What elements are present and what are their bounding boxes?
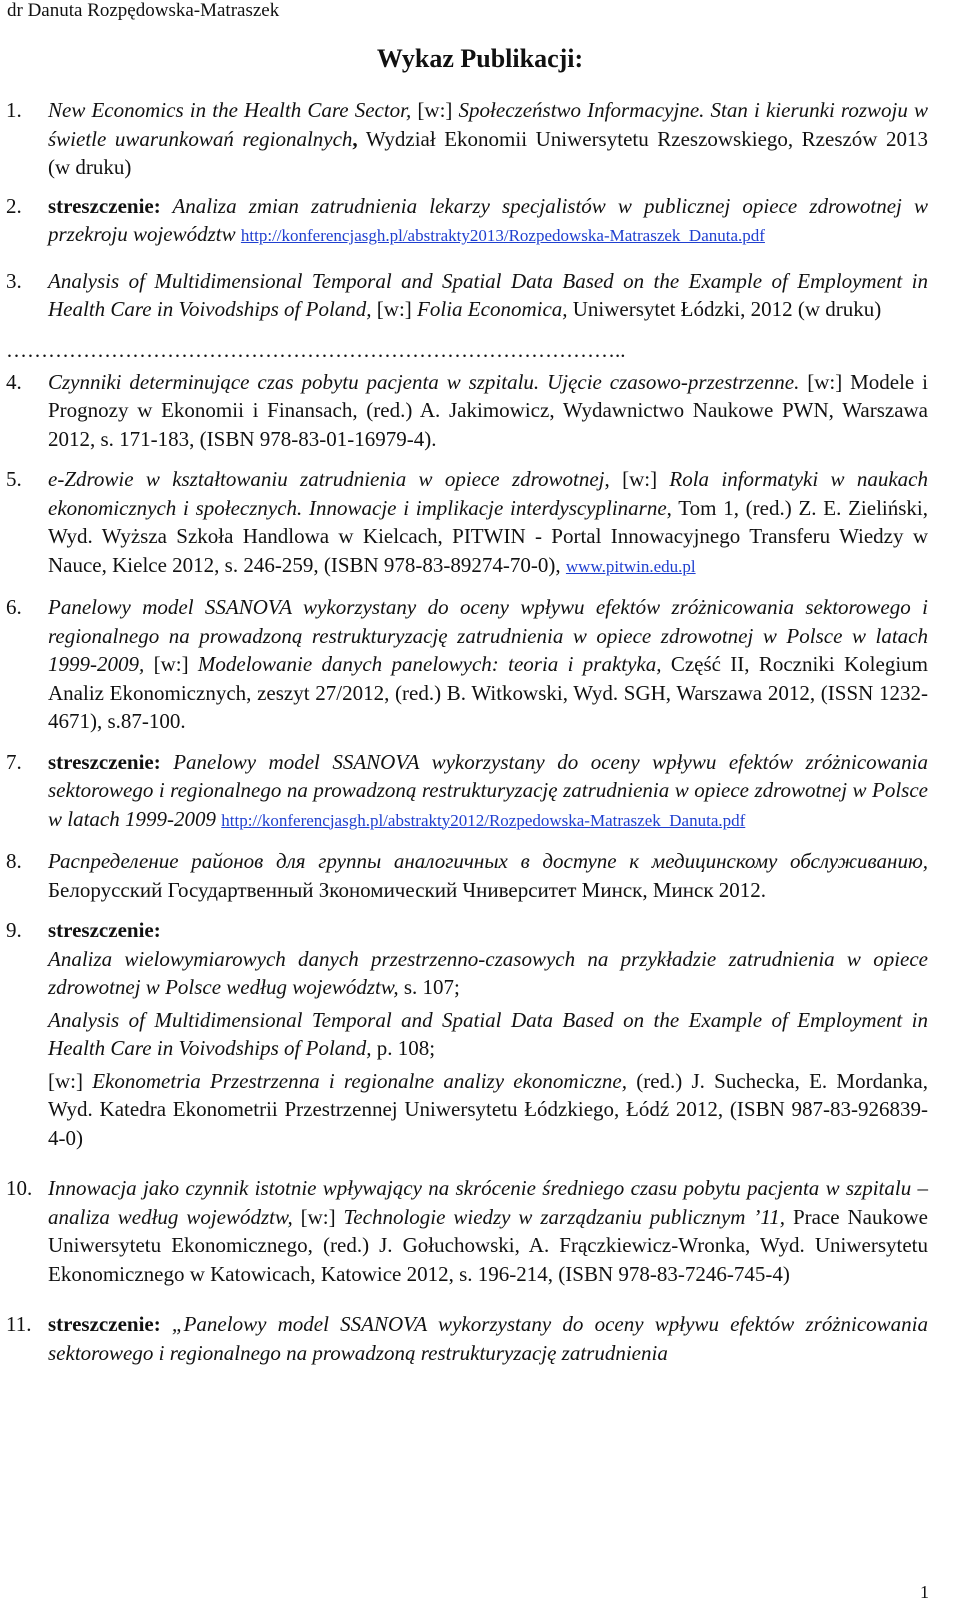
separator-dots: …………………………………………………………………………….. [6,337,626,362]
publication-item-10: 10. Innowacja jako czynnik istotnie wpływający na skrócenie średniego czasu pobytu pacjenta w szpitalu – analiza według województw, [w:] Technologie wiedzy w zarządzaniu publicznym ’11, Prace Naukowe Uniwersytetu Ekonomicznego, (red.) J. Gołuchowski, A. Frączkiewicz-Wronka, Wyd. Uniwersytetu Ekonomicznego w Katowicach, Katowice 2012, s. 196-214, (ISBN 978-83-7246-745-4) [6,1176,928,1286]
item-number: 9. [6,918,22,942]
page-title: Wykaz Publikacji: [376,44,584,73]
item-number: 4. [6,369,22,394]
publication-item-1: 1. New Economics in the Health Care Sector, [w:] Społeczeństwo Informacyjne. Stan i kierunki rozwoju w świetle uwarunkowań regionalnych, Wydział Ekonomii Uniwersytetu Rzeszowskiego, Rzeszów 2013 (w druku) [6,98,929,179]
publication-item-2: 2. streszczenie: Analiza zmian zatrudnienia lekarzy specjalistów w publicznej opiece zdrowotnej w przekroju województw http://konferencjasgh.pl/abstrakty2013/Rozpedowska-Matraszek_Danuta.pdf [6,193,928,246]
publication-item-8: 8. Распределение районов для группы аналогичных в доступе к медицинскому обслуживанию, Белорусский Государтвенный Зкономический Чниверситет Минск, Минск 2012. [6,849,928,902]
item-number: 5. [6,467,22,491]
item-number: 11. [6,1312,32,1336]
abstract-link[interactable]: http://konferencjasgh.pl/abstrakty2012/Rozpedowska-Matraszek_Danuta.pdf [221,810,746,830]
publisher-link[interactable]: www.pitwin.edu.pl [565,556,696,576]
abstract-link[interactable]: http://konferencjasgh.pl/abstrakty2013/Rozpedowska-Matraszek_Danuta.pdf [240,226,765,245]
publication-item-5: 5. e-Zdrowie w kształtowaniu zatrudnienia w opiece zdrowotnej, [w:] Rola informatyki w naukach ekonomicznych i społecznych. Innowacje i implikacje interdyscyplinarne, Tom 1, (red.) Z. E. Zieliński, Wyd. Wyższa Szkoła Handlowa w Kielcach, PITWIN - Portal Innowacyjnego Transferu Wiedzy w Nauce, Kielce 2012, s. 246-259, (ISBN 978-83-89274-70-0), www.pitwin.edu.pl [6,467,928,577]
item-number: 10. [6,1176,33,1200]
author-name: dr Danuta Rozpędowska-Matraszek [7,0,280,21]
publication-item-9 [6,916,928,1152]
abstract-label: streszczenie: [48,193,161,218]
abstract-paragraph-1: Analiza wielowymiarowych danych przestrzenno-czasowych na przykładzie zatrudnienia w opiece zdrowotnej w Polsce według województw, s. 107; [48,946,928,999]
abstract-label: streszczenie: [48,1312,161,1336]
page-number: 1 [920,1582,929,1602]
abstract-label: streszczenie: [48,918,161,942]
publication-item-11: 11. streszczenie: „Panelowy model SSANOVA wykorzystany do oceny wpływu efektów zróżnicowania sektorowego i regionalnego na prowadzoną restrukturyzację zatrudnienia [6,1312,928,1365]
abstract-paragraph-2: Analysis of Multidimensional Temporal and Spatial Data Based on the Example of Employment in Health Care in Voivodships of Poland, p. 108; [48,1007,928,1060]
item-number: 8. [6,849,22,873]
abstract-paragraph-3: [w:] Ekonometria Przestrzenna i regionalne analizy ekonomiczne, (red.) J. Suchecka, E. Mordanka, Wyd. Katedra Ekonometrii Przestrzennej Uniwersytetu Łódzkiego, Łódź 2012, (ISBN 987-83-926839-4-0) [48,1068,928,1150]
item-number: 3. [6,268,22,293]
item-number: 1. [6,98,22,122]
publication-item-7: 7. streszczenie: Panelowy model SSANOVA wykorzystany do oceny wpływu efektów zróżnicowania sektorowego i regionalnego na prowadzoną restrukturyzację zatrudnienia w opiece zdrowotnej w Polsce w latach 1999-2009 http://konferencjasgh.pl/abstrakty2012/Rozpedowska-Matraszek_Danuta.pdf [6,749,928,831]
item-number: 2. [6,193,22,218]
publication-item-6: 6. Panelowy model SSANOVA wykorzystany do oceny wpływu efektów zróżnicowania sektorowego i regionalnego na prowadzoną restrukturyzację zatrudnienia w opiece zdrowotnej w Polsce w latach 1999-2009, [w:] Modelowanie danych panelowych: teoria i praktyka, Część II, Roczniki Kolegium Analiz Ekonomicznych, zeszyt 27/2012, (red.) B. Witkowski, Wyd. SGH, Warszawa 2012, (ISSN 1232-4671), s.87-100. [6,595,928,733]
item-number: 6. [6,595,22,619]
abstract-label: streszczenie: [48,749,161,774]
publication-list [0,96,960,1367]
item-number: 7. [6,749,22,774]
publication-item-3: 3. Analysis of Multidimensional Temporal and Spatial Data Based on the Example of Employment in Health Care in Voivodships of Poland, [w:] Folia Economica, Uniwersytet Łódzki, 2012 (w druku) [6,268,928,321]
publication-item-4: 4. Czynniki determinujące czas pobytu pacjenta w szpitalu. Ujęcie czasowo-przestrzenne. [w:] Modele i Prognozy w Ekonomii i Finansach, (red.) A. Jakimowicz, Wydawnictwo Naukowe PWN, Warszawa 2012, s. 171-183, (ISBN 978-83-01-16979-4). [6,369,928,451]
